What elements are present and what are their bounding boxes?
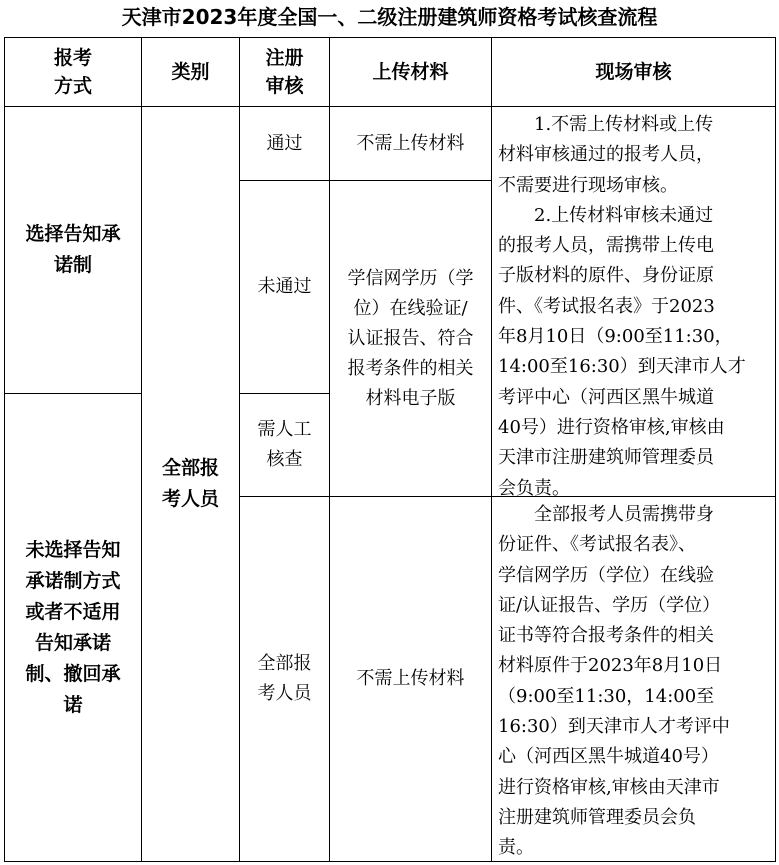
header-onsite-review: 现场审核	[595, 61, 672, 83]
onsite1-line12: 天津市注册建筑师管理委员	[498, 447, 714, 469]
header-registration-review	[240, 38, 329, 106]
header-category: 类别	[171, 61, 210, 83]
onsite2-line8: 16:30）到天津市人才考评中	[498, 716, 730, 738]
onsite2-line11: 注册建筑师管理委员会负	[498, 806, 696, 828]
onsite2-line1: 全部报考人员需携带身	[498, 504, 714, 525]
review-all-line1: 全部报	[257, 653, 312, 674]
onsite1-line8: 年8月10日（9:00至11:30，	[498, 326, 733, 348]
header-upload-materials: 上传材料	[372, 61, 449, 83]
onsite2-line4: 证/认证报告、学历（学位）	[498, 594, 721, 616]
review-pass: 通过	[266, 132, 303, 154]
onsite2-line12: 责。	[498, 837, 534, 859]
onsite2-line6: 材料原件于2023年8月10日	[498, 655, 723, 677]
onsite1-line2: 材料审核通过的报考人员，	[498, 144, 714, 166]
onsite2-line5: 证书等符合报考条件的相关	[498, 625, 714, 647]
method-no-commitment	[5, 394, 141, 861]
onsite2-line7: （9:00至11:30，14:00至	[498, 685, 715, 707]
category-line2: 考人员	[161, 488, 219, 510]
upload-required-line1: 学信网学历（学	[347, 267, 474, 289]
page-title: 天津市2023年度全国一、二级注册建筑师资格考试核查流程	[121, 5, 658, 29]
method-no-commitment-line4: 告知承诺	[34, 631, 111, 654]
review-all-line2: 考人员	[257, 683, 312, 704]
onsite1-line11: 40号）进行资格审核,审核由	[498, 416, 725, 438]
onsite2-line2: 份证件、《考试报名表》、	[498, 534, 696, 556]
review-manual-check	[240, 394, 329, 496]
onsite2-line9: 心（河西区黑牛城道40号）	[498, 746, 719, 768]
onsite1-line10: 考评中心（河西区黑牛城道	[498, 386, 714, 408]
onsite1-line7: 件、《考试报名表》于2023	[498, 295, 715, 317]
onsite-review-block-2	[498, 500, 772, 864]
header-method-line1: 报考	[53, 47, 92, 69]
review-manual-line2: 核查	[266, 449, 303, 470]
onsite1-line3: 不需要进行现场审核。	[498, 174, 678, 196]
method-no-commitment-line5: 制、撤回承	[25, 662, 121, 685]
method-commitment-line2: 诺制	[53, 254, 92, 276]
review-fail: 未通过	[257, 276, 312, 297]
header-review-line2: 审核	[265, 75, 304, 97]
method-no-commitment-line2: 承诺制方式	[25, 569, 121, 592]
method-no-commitment-line1: 未选择告知	[25, 538, 121, 561]
upload-not-required-2: 不需上传材料	[356, 668, 465, 689]
review-all-applicants	[240, 497, 329, 861]
upload-required-line5: 材料电子版	[365, 387, 456, 409]
category-line1: 全部报	[161, 457, 219, 479]
method-commitment	[5, 107, 141, 393]
onsite2-line3: 学信网学历（学位）在线验	[498, 564, 714, 586]
onsite1-line4: 2.上传材料审核未通过	[498, 204, 714, 226]
onsite-review-block-1	[498, 110, 772, 504]
onsite1-line5: 的报考人员，需携带上传电	[498, 235, 714, 257]
upload-required-line3: 认证报告、符合	[347, 327, 474, 349]
upload-required-line4: 报考条件的相关	[347, 357, 474, 379]
onsite1-line6: 子版材料的原件、身份证原	[498, 265, 714, 287]
review-manual-line1: 需人工	[257, 419, 312, 440]
header-review-line1: 注册	[265, 47, 304, 69]
header-method	[5, 38, 141, 106]
method-commitment-line1: 选择告知承	[25, 223, 121, 245]
method-no-commitment-line6: 诺	[63, 693, 83, 716]
onsite1-line9: 14:00至16:30）到天津市人才	[498, 356, 746, 378]
category-all-applicants	[142, 107, 239, 861]
upload-required-materials	[330, 181, 491, 496]
upload-required-line2: 位）在线验证/	[353, 297, 468, 319]
method-no-commitment-line3: 或者不适用	[25, 600, 121, 623]
onsite1-line1: 1.不需上传材料或上传	[498, 114, 714, 135]
onsite2-line10: 进行资格审核,审核由天津市	[498, 776, 720, 798]
onsite1-line13: 会负责。	[498, 477, 570, 499]
header-method-line2: 方式	[53, 75, 92, 97]
upload-not-required-1: 不需上传材料	[356, 132, 465, 154]
